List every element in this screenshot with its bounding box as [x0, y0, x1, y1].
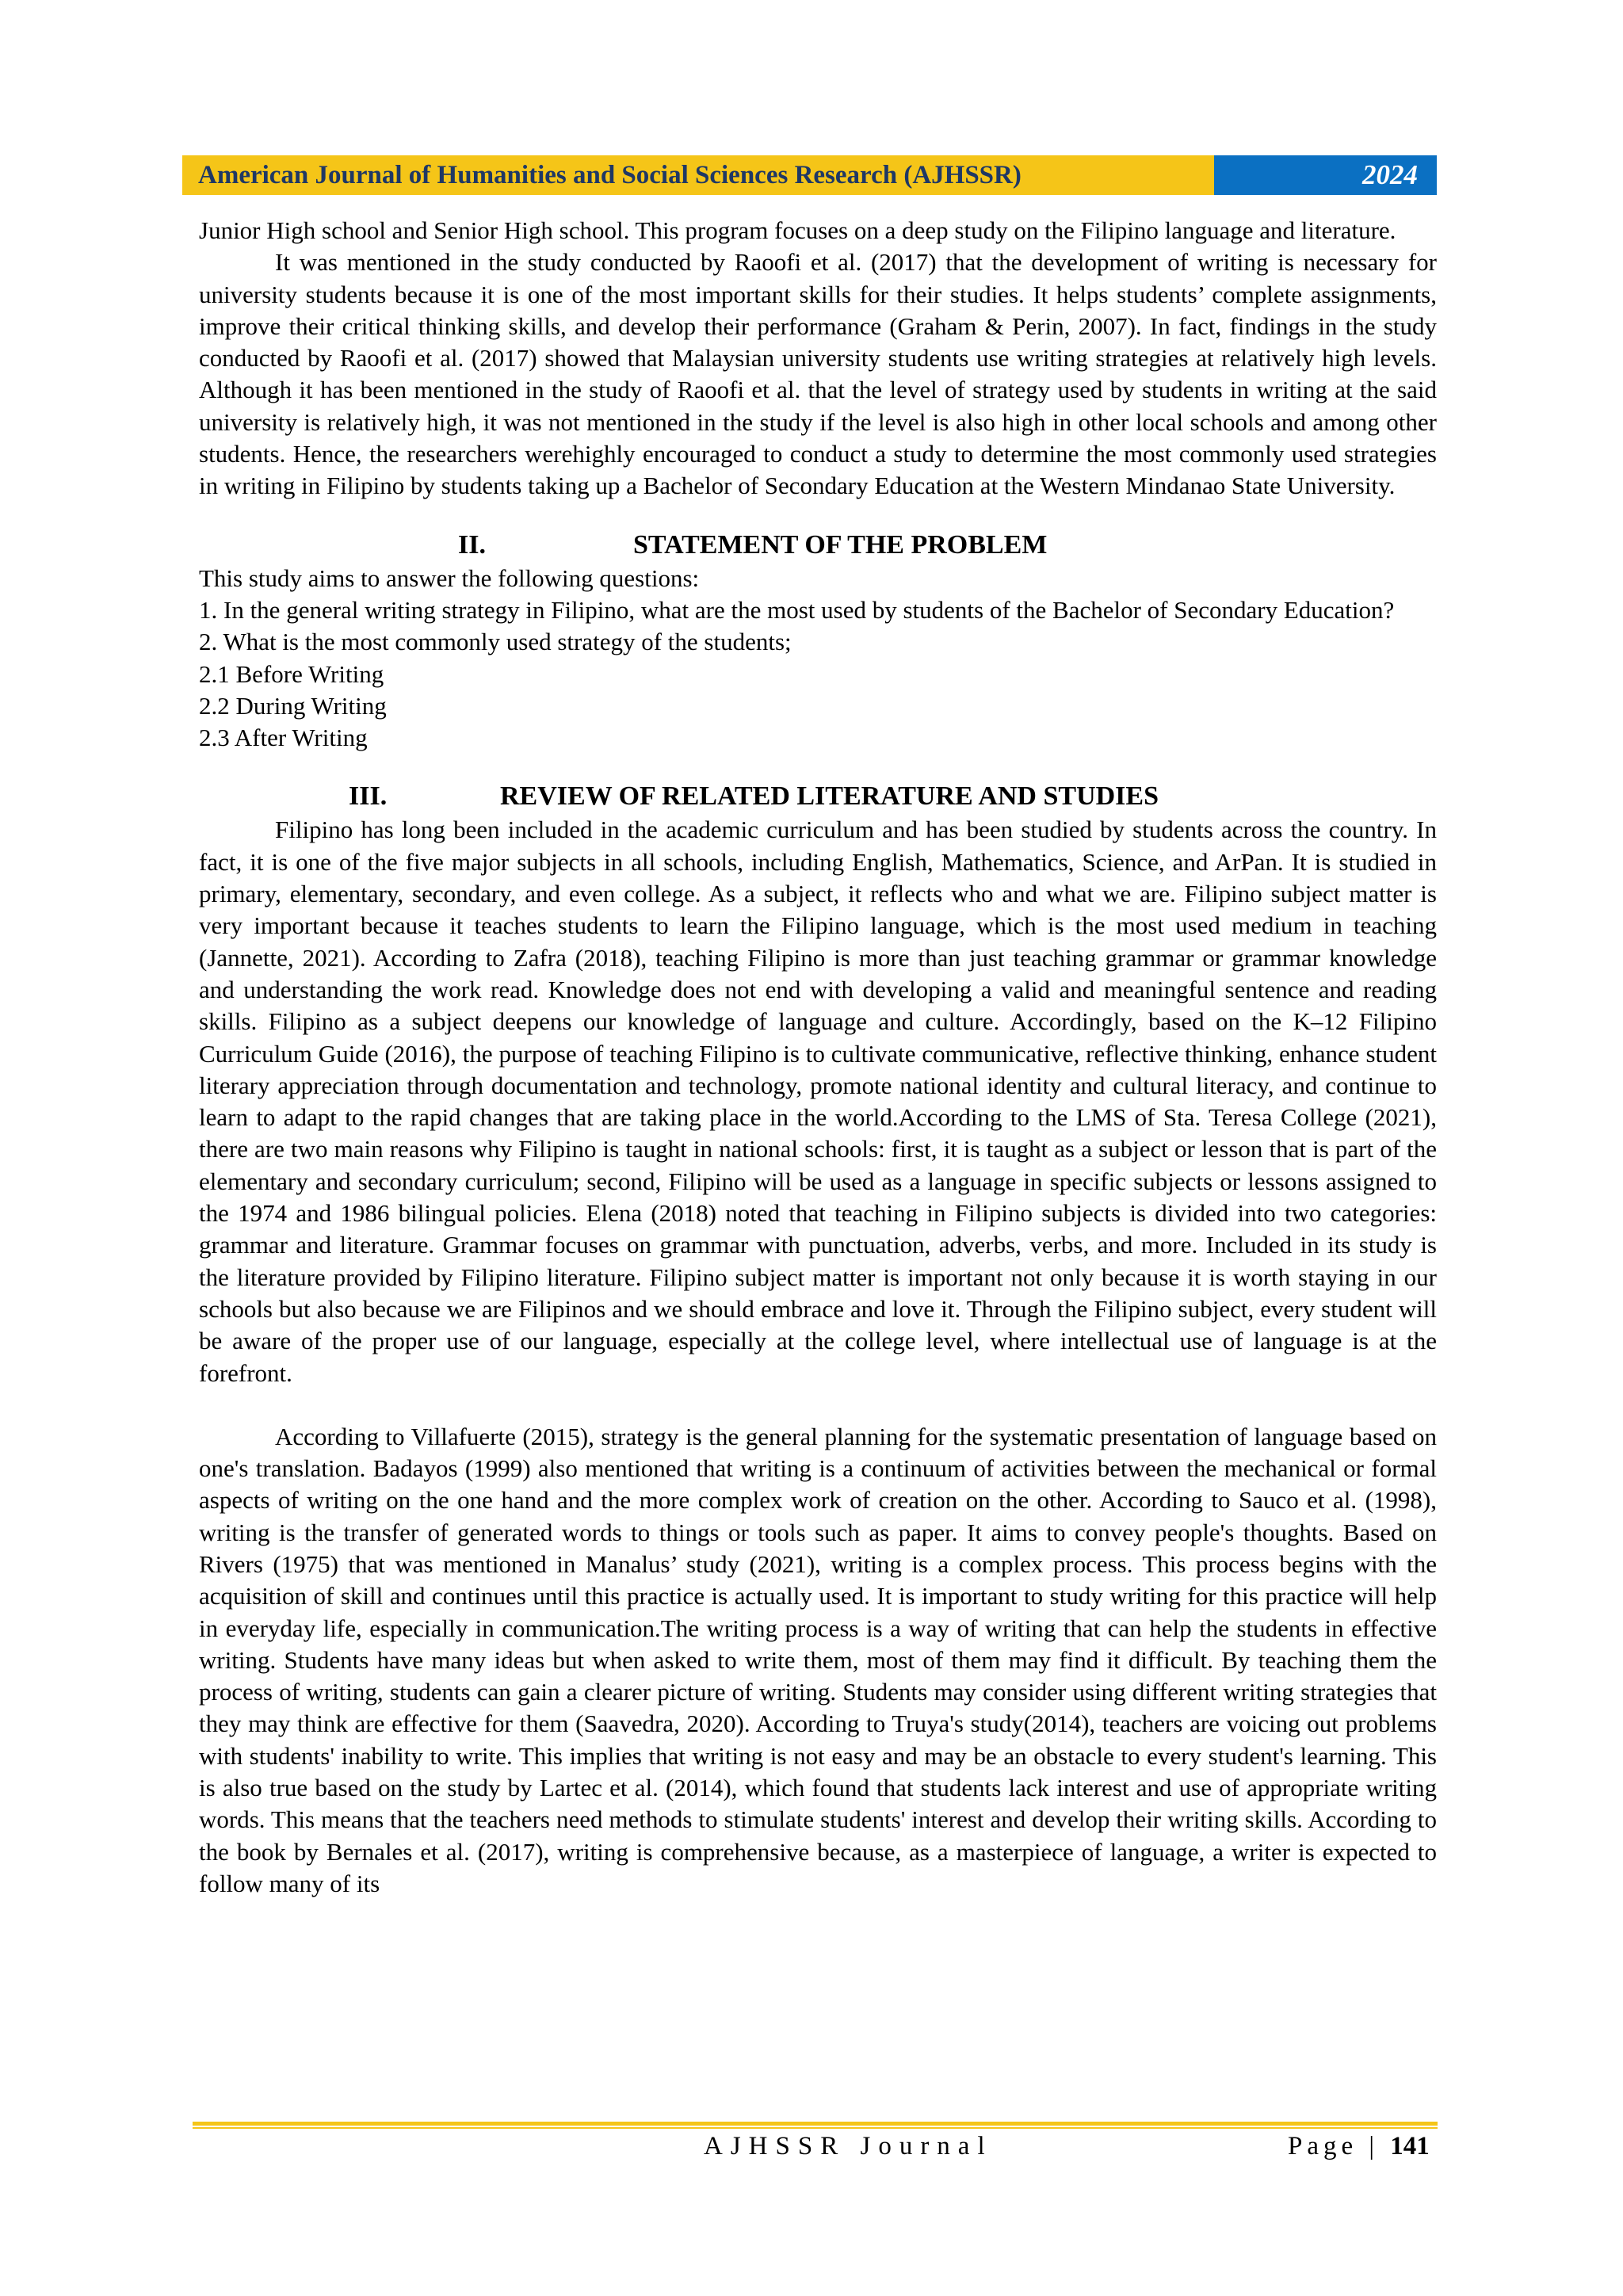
page-label: Page |: [1288, 2132, 1380, 2160]
footer-rule: [193, 2122, 1438, 2126]
page-number: 141: [1390, 2132, 1430, 2160]
page-body: [199, 215, 1437, 1900]
journal-title: American Journal of Humanities and Social Sciences Research (AJHSSR): [182, 155, 1214, 195]
section-title: STATEMENT OF THE PROBLEM: [633, 529, 1048, 560]
section-number: III.: [349, 781, 388, 812]
section-title: REVIEW OF RELATED LITERATURE AND STUDIES: [500, 781, 1159, 812]
literature-paragraph-1: Filipino has long been included in the academic curriculum and has been studied by students across the country. In fact, it is one of the five major subjects in all schools, including English, Mathematics, Science, and ArPan. It is studied in primary, elementary, secondary, and even college. As a subject, it reflects who and what we are. Filipino subject matter is very important because it teaches students to learn the Filipino language, which is the most used medium in teaching (Jannette, 2021). According to Zafra (2018), teaching Filipino is more than just teaching grammar or grammar knowledge and understanding the work read. Knowledge does not end with developing a valid and meaningful sentence and reading skills. Filipino as a subject deepens our knowledge of language and culture. Accordingly, based on the K–12 Filipino Curriculum Guide (2016), the purpose of teaching Filipino is to cultivate communicative, reflective thinking, enhance student literary appreciation through documentation and technology, promote national identity and cultural literacy, and continue to learn to adapt to the rapid changes that are taking place in the world.According to the LMS of Sta. Teresa College (2021), there are two main reasons why Filipino is taught in national schools: first, it is taught as a subject or lesson that is part of the elementary and secondary curriculum; second, Filipino will be used as a language in specific subjects or lessons assigned to the 1974 and 1986 bilingual policies. Elena (2018) noted that teaching in Filipino subjects is divided into two categories: grammar and literature. Grammar focuses on grammar with punctuation, adverbs, verbs, and more. Included in its study is the literature provided by Filipino literature. Filipino subject matter is important not only because it is worth staying in our schools but also because we are Filipinos and we should embrace and love it. Through the Filipino subject, every student will be aware of the proper use of our language, especially at the college level, where intellectual use of language is at the forefront.: [199, 816, 1437, 1387]
intro-paragraph-2: It was mentioned in the study conducted by Raoofi et al. (2017) that the development of writing is necessary for university students because it is one of the most important skills for their studies. It helps students’ complete assignments, improve their critical thinking skills, and develop their performance (Graham & Perin, 2007). In fact, findings in the study conducted by Raoofi et al. (2017) showed that Malaysian university students use writing strategies at relatively high levels. Although it has been mentioned in the study of Raoofi et al. that the level of strategy used by students in writing at the said university is relatively high, it was not mentioned in the study if the level is also high in other local schools and among other students. Hence, the researchers werehighly encouraged to conduct a study to determine the most commonly used strategies in writing in Filipino by students taking up a Bachelor of Secondary Education at the Western Mindanao State University.: [199, 248, 1437, 500]
problem-intro: This study aims to answer the following questions:: [199, 563, 700, 592]
section-heading-literature: [199, 781, 1437, 812]
journal-year: 2024: [1214, 155, 1437, 195]
footer-rule-thin: [193, 2127, 1438, 2129]
question-2-2: 2.2 During Writing: [199, 691, 387, 720]
intro-paragraph-1: Junior High school and Senior High school. This program focuses on a deep study on the Filipino language and literature.: [199, 216, 1396, 244]
question-2: 2. What is the most commonly used strategy of the students;: [199, 628, 792, 656]
section-number: II.: [458, 529, 486, 560]
question-1: 1. In the general writing strategy in Filipino, what are the most used by students of the Bachelor of Secondary Education?: [199, 595, 1395, 624]
question-2-3: 2.3 After Writing: [199, 724, 368, 752]
question-2-1: 2.1 Before Writing: [199, 659, 384, 688]
literature-paragraph-2: According to Villafuerte (2015), strategy is the general planning for the systematic presentation of language based on one's translation. Badayos (1999) also mentioned that writing is a continuum of activities between the mechanical or formal aspects of writing on the one hand and the more complex work of creation on the other. According to Sauco et al. (1998), writing is the transfer of generated words to things or tools such as paper. It aims to convey people's thoughts. Based on Rivers (1975) that was mentioned in Manalus’ study (2021), writing is a complex process. This process begins with the acquisition of skill and continues until this practice is actually used. It is important to study writing for this practice will help in everyday life, especially in communication.The writing process is a way of writing that can help the students in effective writing. Students have many ideas but when asked to write them, most of them may find it difficult. By teaching them the process of writing, students can gain a clearer picture of writing. Students may consider using different writing strategies that they may think are effective for them (Saavedra, 2020). According to Truya's study(2014), teachers are voicing out problems with students' inability to write. This implies that writing is not easy and may be an obstacle to every student's learning. This is also true based on the study by Lartec et al. (2014), which found that students lack interest and use of appropriate writing words. This means that the teachers need methods to stimulate students' interest and develop their writing skills. According to the book by Bernales et al. (2017), writing is comprehensive because, as a masterpiece of language, a writer is expected to follow many of its: [199, 1422, 1437, 1897]
footer-journal: AJHSSR Journal: [704, 2132, 993, 2160]
footer-page: [1288, 2132, 1430, 2161]
section-heading-problem: [199, 529, 1437, 561]
journal-header: [182, 155, 1437, 195]
